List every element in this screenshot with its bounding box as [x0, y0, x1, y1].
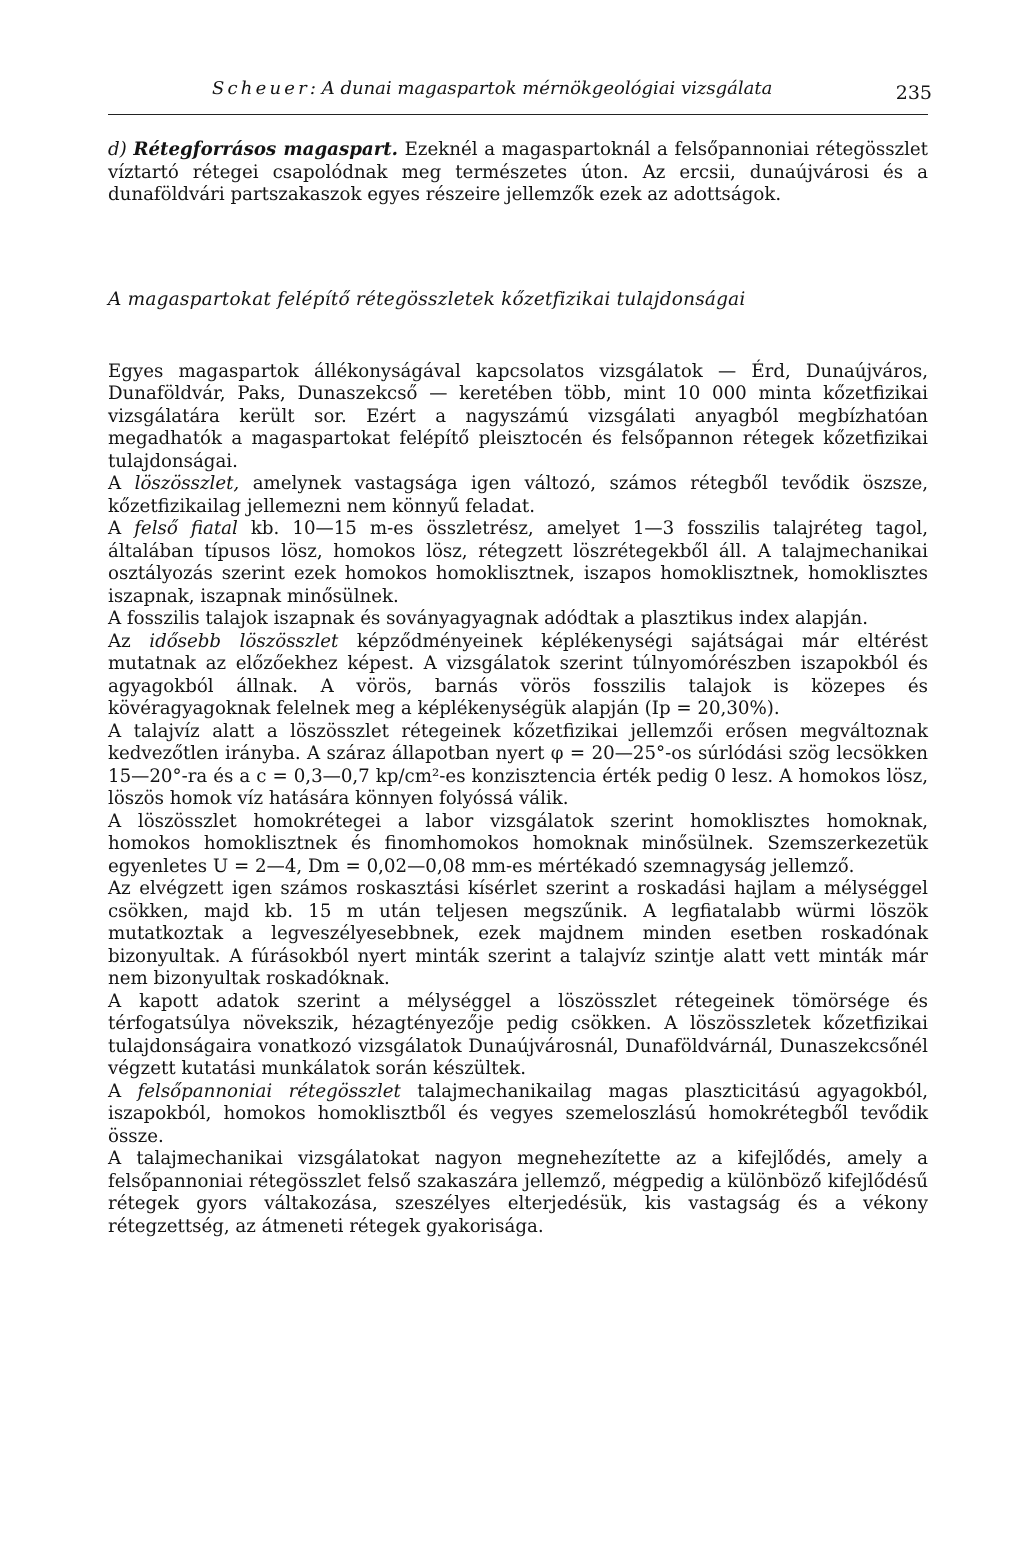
- page: [108, 74, 932, 1238]
- paragraph: A löszösszlet, amelynek vastagsága igen változó, számos rétegből tevődik öszsze, kőzetfizikailag jellemezni nem könnyű feladat.: [108, 473, 928, 517]
- intro-term: Rétegforrásos magaspart.: [133, 139, 399, 160]
- title-separator: :: [309, 78, 316, 99]
- author-name: Scheuer: [212, 78, 310, 99]
- paragraph: Az idősebb löszösszlet képződményeinek képlékenységi sajátságai már eltérést mutatnak az előzőekhez képest. A vizsgálatok szerint túlnyomórészben iszapokból és agyagokból állnak. A vörös, barnás vörös fosszilis talajok is közepes és kövéragyagoknak felelnek meg a képlékenységük alapján (Ip = 20,30%).: [108, 630, 928, 719]
- paragraph: A felső fiatal kb. 10—15 m-es összletrész, amelyet 1—3 fosszilis talajréteg tagol, általában típusos lösz, homokos lösz, rétegzett löszrétegekből áll. A talajmechanikai osztályozás szerint ezek homokos homoklisztnek, iszapos homoklisztnek, homoklisztes iszapnak, iszapnak minősülnek.: [108, 518, 928, 607]
- page-number: 235: [895, 82, 932, 104]
- paragraph: A kapott adatok szerint a mélységgel a löszösszlet rétegeinek tömörsége és térfogatsúlya növekszik, hézagtényezője pedig csökken. A löszösszletek kőzetfizikai tulajdonságaira vonatkozó vizsgálatok Dunaújvárosnál, Dunaföldvárnál, Dunaszekcsőnél végzett kutatási munkálatok során készültek.: [108, 990, 928, 1079]
- paragraph: A löszösszlet homokrétegei a labor vizsgálatok szerint homoklisztes homoknak, homokos homoklisztnek és finomhomokos homoknak minősülnek. Szemszerkezetük egyenletes U = 2—4, Dm = 0,02—0,08 mm-es mértékadó szemnagyság jellemző.: [108, 810, 928, 877]
- paragraph: A talajvíz alatt a löszösszlet rétegeinek kőzetfizikai jellemzői erősen megváltoznak kedvezőtlen irányba. A száraz állapotban nyert φ = 20—25°-os súrlódási szög lecsökken 15—20°-ra és a c = 0,3—0,7 kp/cm²-es konzisztencia érték pedig 0 lesz. A homokos lösz, löszös homok víz hatására könnyen folyóssá válik.: [108, 720, 928, 809]
- running-title: [212, 78, 772, 99]
- paragraph: A felsőpannoniai rétegösszlet talajmechanikailag magas plaszticitású agyagokból, iszapokból, homokos homoklisztből és vegyes szemeloszlású homokrétegből tevődik össze.: [108, 1080, 928, 1147]
- paragraph-term: löszösszlet,: [134, 473, 240, 494]
- paragraph-term: felsőpannoniai rétegösszlet: [137, 1080, 401, 1102]
- section-heading: A magaspartokat felépítő rétegösszletek kőzetfizikai tulajdonságai: [108, 288, 746, 310]
- intro-text: Ezeknél a magaspartoknál a felsőpannoniai rétegösszlet víztartó rétegei csapolódnak meg természetes úton. Az ercsii, dunaújvárosi és a dunaföldvári partszakaszok egyes részeire jellemzők ezek az adottságok.: [108, 139, 928, 205]
- intro-label: d): [108, 139, 127, 160]
- article-title: A dunai magaspartok mérnökgeológiai vizsgálata: [321, 78, 773, 99]
- paragraph-term: felső fiatal: [134, 518, 238, 539]
- paragraph: A fosszilis talajok iszapnak és soványagyagnak adódtak a plasztikus index alapján.: [108, 608, 869, 629]
- paragraph: Az elvégzett igen számos roskasztási kísérlet szerint a roskadási hajlam a mélységgel csökken, majd kb. 15 m után teljesen megszűnik. A legfiatalabb würmi löszök mutatkoztak a legveszélyesebbnek, ezek majdnem minden esetben roskadónak bizonyultak. A fúrásokból nyert minták szerint a talajvíz szintje alatt vett minták már nem bizonyultak roskadóknak.: [108, 878, 928, 989]
- body-text: [108, 139, 928, 1238]
- paragraph: Egyes magaspartok állékonyságával kapcsolatos vizsgálatok — Érd, Dunaújváros, Dunaföldvár, Paks, Dunaszekcső — keretében több, mint 10 000 minta kőzetfizikai vizsgálatára került sor. Ezért a nagyszámú vizsgálati anyagból megbízhatóan megadhatók a magaspartokat felépítő pleisztocén és felsőpannon rétegek kőzetfizikai tulajdonságai.: [108, 360, 928, 472]
- paragraph-term: idősebb löszösszlet: [149, 630, 339, 652]
- paragraph: A talajmechanikai vizsgálatokat nagyon megnehezítette az a kifejlődés, amely a felsőpannoniai rétegösszlet felső szakaszára jellemző, mégpedig a különböző kifejlődésű rétegek gyors váltakozása, szeszélyes elterjedésük, kis vastagság és a vékony rétegzettség, az átmeneti rétegek gyakorisága.: [108, 1148, 928, 1237]
- intro-paragraph: [108, 139, 928, 207]
- running-head: [108, 74, 932, 115]
